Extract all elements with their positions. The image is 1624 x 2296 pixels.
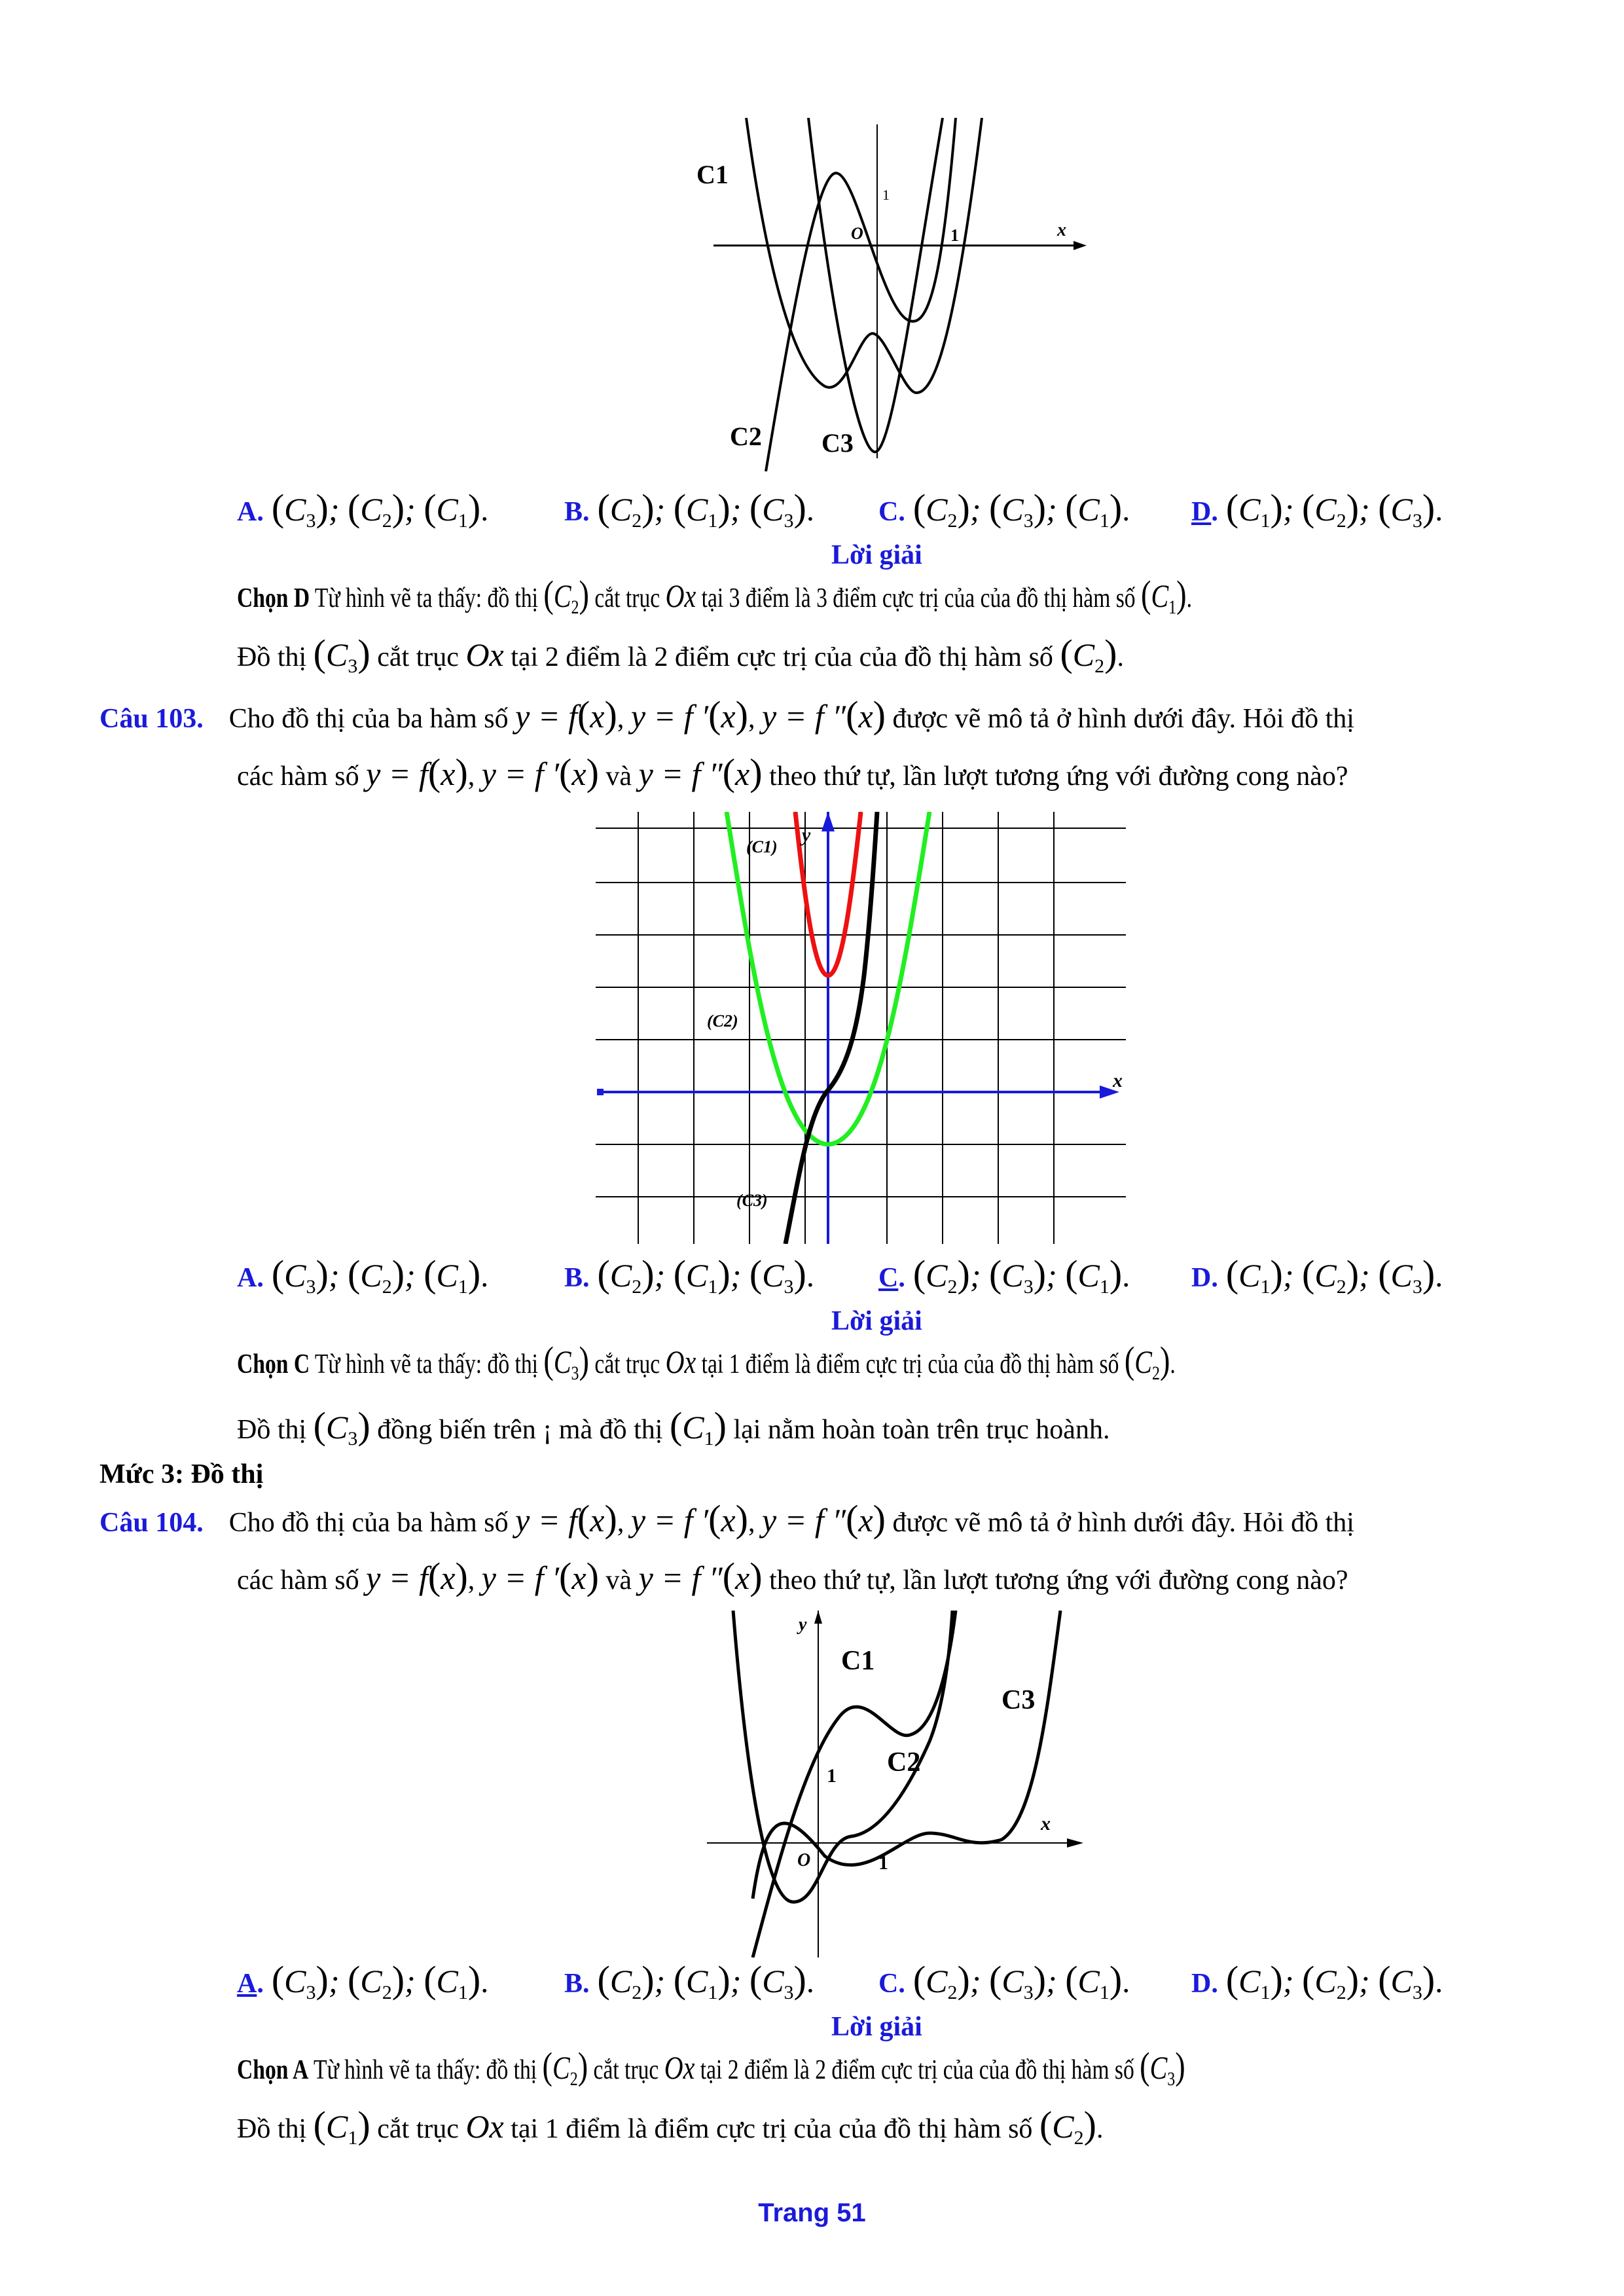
q102-option-d[interactable]: D. $(C_1)$; $(C_2)$; $(C_3)$. [1191, 486, 1443, 532]
q104-one-y: 1 [827, 1765, 837, 1787]
q102-x-arrow [1074, 241, 1087, 250]
q102-label-c1: C1 [696, 160, 729, 189]
q102-curve-c1 [746, 118, 982, 393]
q104-option-a[interactable]: A. $(C_3)$; $(C_2)$; $(C_1)$. [237, 1958, 489, 2003]
q103-option-d[interactable]: D. $(C_1)$; $(C_2)$; $(C_3)$. [1191, 1252, 1443, 1298]
page-footer: Trang 51 [758, 2198, 866, 2227]
q103-stem-line-2: các hàm số y = f(x), y = f ′(x) và y = f ″(x) theo thứ tự, lần lượt tương ứng với đường cong nào? [237, 751, 1348, 793]
q104-label-c3: C3 [1001, 1685, 1036, 1715]
q104-y-arrow [814, 1611, 822, 1624]
q104-origin-label: O [797, 1850, 811, 1870]
q103-label-c1: (C1) [746, 837, 778, 856]
q104-one-x: 1 [878, 1852, 888, 1874]
q103-solution-heading: Lời giải [831, 1306, 922, 1336]
q102-label-c2: C2 [730, 422, 762, 451]
q103-stem-line-1: Câu 103. Cho đồ thị của ba hàm số y = f(x), y = f ′(x), y = f ″(x) được vẽ mô tả ở hình dưới đây. Hỏi đồ thị [99, 693, 1354, 736]
q102-graph [694, 118, 1087, 471]
q104-label-c1: C1 [841, 1646, 875, 1676]
q104-graph [694, 1611, 1087, 1958]
q104-x-arrow [1067, 1838, 1083, 1848]
q102-options [237, 486, 1533, 532]
q103-option-c[interactable]: C. $(C_2)$; $(C_3)$; $(C_1)$. [878, 1252, 1130, 1298]
q104-stem-line-2: các hàm số y = f(x), y = f ′(x) và y = f ″(x) theo thứ tự, lần lượt tương ứng với đường cong nào? [237, 1555, 1348, 1597]
q104-y-label: y [799, 1614, 807, 1635]
q104-options [237, 1958, 1533, 2003]
q104-x-label: x [1041, 1813, 1051, 1834]
q104-option-d[interactable]: D. $(C_1)$; $(C_2)$; $(C_3)$. [1191, 1958, 1443, 2003]
q103-graph [596, 812, 1126, 1244]
q102-option-c[interactable]: C. $(C_2)$; $(C_3)$; $(C_1)$. [878, 486, 1130, 532]
section-heading: Mức 3: Đồ thị [99, 1459, 264, 1489]
q104-option-c[interactable]: C. $(C_2)$; $(C_3)$; $(C_1)$. [878, 1958, 1130, 2003]
q103-x-label: x [1113, 1070, 1123, 1091]
q102-solution-heading: Lời giải [831, 540, 922, 570]
q103-options [237, 1252, 1533, 1298]
q102-solution-line-1: Chọn D Từ hình vẽ ta thấy: đồ thị $(C_2)$ cắt trục Ox tại 3 điểm là 3 điểm cực trị của của đồ thị hàm số $(C_1)$. [237, 573, 1193, 618]
q103-y-label: y [802, 824, 811, 846]
q102-curve-c2 [766, 118, 956, 471]
q103-option-a[interactable]: A. $(C_3)$; $(C_2)$; $(C_1)$. [237, 1252, 489, 1298]
q102-label-c3: C3 [821, 428, 854, 458]
q103-grid [596, 812, 1126, 1244]
q103-y-arrow [821, 812, 835, 831]
q102-option-a[interactable]: A. $(C_3)$; $(C_2)$; $(C_1)$. [237, 486, 489, 532]
q103-solution-line-2: Đồ thị $(C_3)$ đồng biến trên ¡ mà đồ thị $(C_1)$ lại nằm hoàn toàn trên trục hoành. [237, 1404, 1110, 1449]
q104-stem-line-1: Câu 104. Cho đồ thị của ba hàm số y = f(x), y = f ′(x), y = f ″(x) được vẽ mô tả ở hình dưới đây. Hỏi đồ thị [99, 1497, 1354, 1540]
q103-solution-line-1: Chọn C Từ hình vẽ ta thấy: đồ thị $(C_3)$ cắt trục Ox tại 1 điểm là điểm cực trị của của đồ thị hàm số $(C_2)$. [237, 1339, 1176, 1384]
q104-option-b[interactable]: B. $(C_2)$; $(C_1)$; $(C_3)$. [564, 1958, 814, 2003]
q103-label-c3: (C3) [736, 1191, 768, 1210]
q103-number: Câu 103. [99, 704, 204, 734]
q104-number: Câu 104. [99, 1508, 204, 1538]
q102-solution-line-2: Đồ thị $(C_3)$ cắt trục Ox tại 2 điểm là 2 điểm cực trị của của đồ thị hàm số $(C_2)$. [237, 632, 1124, 677]
q103-label-c2: (C2) [707, 1011, 738, 1030]
q103-curve-c3 [785, 812, 877, 1244]
q102-origin-label: O [851, 224, 863, 243]
q102-one-x: 1 [950, 226, 959, 245]
q103-option-b[interactable]: B. $(C_2)$; $(C_1)$; $(C_3)$. [564, 1252, 814, 1298]
q102-one-y: 1 [882, 187, 890, 203]
q102-option-b[interactable]: B. $(C_2)$; $(C_1)$; $(C_3)$. [564, 486, 814, 532]
q104-solution-heading: Lời giải [831, 2012, 922, 2042]
q104-label-c2: C2 [887, 1747, 921, 1777]
q102-x-label: x [1057, 220, 1066, 240]
q102-curve-c3 [808, 118, 943, 452]
q104-solution-line-2: Đồ thị $(C_1)$ cắt trục Ox tại 1 điểm là điểm cực trị của của đồ thị hàm số $(C_2)$. [237, 2104, 1104, 2149]
q104-solution-line-1: Chọn A Từ hình vẽ ta thấy: đồ thị $(C_2)$ cắt trục Ox tại 2 điểm là 2 điểm cực trị của của đồ thị hàm số $(C_3)$ [237, 2045, 1185, 2090]
